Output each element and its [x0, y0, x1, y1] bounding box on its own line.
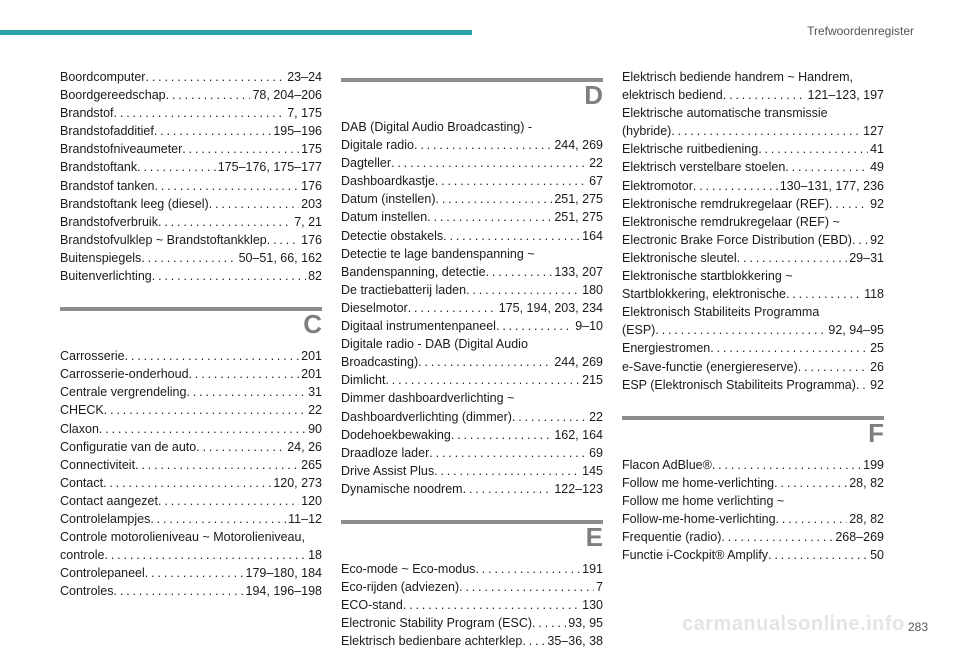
index-page-ref: 23–24: [287, 70, 322, 84]
index-page-ref: 175, 194, 203, 234: [498, 300, 603, 315]
index-page-ref: 82: [308, 269, 322, 284]
index-entry: [622, 249, 884, 267]
index-entry: [622, 231, 884, 249]
dot-leader: [141, 249, 236, 267]
index-term: Boordcomputer: [60, 70, 146, 84]
index-page-ref: 133, 207: [554, 264, 603, 279]
index-term: elektrisch bediend: [622, 88, 723, 103]
index-page-ref: 179–180, 184: [245, 566, 322, 581]
index-page-ref: 118: [864, 287, 884, 302]
index-entry: [341, 281, 603, 299]
index-entry: [622, 528, 884, 546]
index-term: Brandstoftank: [60, 160, 138, 175]
dot-leader: [710, 339, 868, 357]
dot-leader: [152, 267, 306, 285]
index-term: Contact aangezet: [60, 493, 158, 508]
index-term: Energiestromen: [622, 341, 711, 356]
index-entry: [60, 231, 322, 249]
index-entry: [60, 492, 322, 510]
index-page-ref: 180: [582, 282, 603, 297]
index-page-ref: 92: [870, 232, 884, 247]
index-page-ref: 18: [308, 548, 322, 563]
index-entry: [622, 177, 884, 195]
dot-leader: [671, 122, 861, 140]
index-page-ref: 244, 269: [554, 355, 603, 370]
index-page-ref: 120: [301, 493, 322, 508]
dot-leader: [158, 213, 292, 231]
section-divider: [341, 68, 603, 112]
page-number: 283: [907, 620, 928, 634]
index-entry: [60, 267, 322, 285]
index-entry: [622, 510, 884, 528]
index-page-ref: 120, 273: [273, 475, 322, 490]
index-entry: [341, 353, 603, 371]
dot-leader: [104, 546, 306, 564]
index-term: Flacon AdBlue®: [622, 457, 712, 472]
index-entry-continued: Digitale radio - DAB (Digital Audio: [341, 337, 528, 352]
index-term: Drive Assist Plus: [341, 463, 435, 478]
index-term: Electronic Stability Program (ESC): [341, 616, 533, 631]
index-term: Buitenspiegels: [60, 250, 142, 265]
dot-leader: [125, 347, 300, 365]
index-entry: [60, 510, 322, 528]
dot-leader: [267, 231, 299, 249]
index-term: Eco-rijden (adviezen): [341, 580, 460, 595]
index-page-ref: 176: [301, 232, 322, 247]
index-entry: [341, 208, 603, 226]
index-page-ref: 41: [870, 142, 884, 157]
index-entry: [60, 213, 322, 231]
section-divider: [622, 406, 884, 450]
dot-leader: [466, 281, 580, 299]
dot-leader: [798, 358, 868, 376]
index-page-ref: 121–123, 197: [807, 88, 884, 103]
index-page-ref: 130–131, 177, 236: [779, 178, 884, 193]
index-term: Elektronische sleutel: [622, 250, 737, 265]
index-page-ref: 251, 275: [554, 192, 603, 207]
dot-leader: [768, 546, 868, 564]
index-entry: [60, 474, 322, 492]
section-divider: [60, 297, 322, 341]
index-entry: [622, 358, 884, 376]
index-page-ref: 199: [863, 457, 884, 472]
index-page-ref: 92: [870, 377, 884, 392]
index-page-ref: 191: [582, 561, 603, 576]
index-entry: [60, 564, 322, 582]
dot-leader: [166, 86, 251, 104]
index-entry: [341, 426, 603, 444]
index-term: Contact: [60, 475, 104, 490]
index-term: (hybride): [622, 124, 672, 139]
index-entry: [60, 546, 322, 564]
index-term: Bandenspanning, detectie: [341, 264, 486, 279]
dot-leader: [189, 365, 300, 383]
index-page-ref: 265: [301, 457, 322, 472]
dot-leader: [403, 596, 580, 614]
index-term: controle: [60, 548, 105, 563]
index-term: ESP (Elektronisch Stabiliteits Programma): [622, 377, 856, 392]
index-term: Follow me home-verlichting: [622, 475, 775, 490]
index-page-ref: 22: [589, 156, 603, 171]
section-rule: [341, 520, 603, 524]
index-entry: [60, 401, 322, 419]
index-term: Dashboardkastje: [341, 174, 435, 189]
dot-leader: [463, 480, 553, 498]
dot-leader: [196, 438, 285, 456]
index-entry: [60, 86, 322, 104]
index-entry: [60, 383, 322, 401]
dot-leader: [158, 492, 299, 510]
index-entry: [341, 227, 603, 245]
index-entry-continued: Elektrisch bediende handrem ~ Handrem,: [622, 70, 854, 84]
dot-leader: [391, 154, 587, 172]
index-entry-continued: Elektronische remdrukregelaar (REF) ~: [622, 214, 840, 229]
index-entry: [341, 596, 603, 614]
dot-leader: [209, 195, 299, 213]
index-page-ref: 50: [870, 548, 884, 563]
index-entry: [341, 408, 603, 426]
index-term: Brandstofniveaumeter: [60, 142, 183, 157]
index-page-ref: 7, 175: [287, 106, 322, 121]
dot-leader: [451, 426, 553, 444]
index-column-1: [60, 68, 322, 600]
index-term: Dimlicht: [341, 373, 386, 388]
index-page-ref: 93, 95: [568, 616, 603, 631]
index-entry: [341, 190, 603, 208]
index-entry: [60, 158, 322, 176]
index-entry: [341, 371, 603, 389]
index-entry-continued: Controle motorolieniveau ~ Motorolieniveau,: [60, 530, 305, 545]
dot-leader: [429, 444, 587, 462]
index-term: Controlepaneel: [60, 566, 145, 581]
index-entry: [622, 339, 884, 357]
index-term: ECO-stand: [341, 598, 403, 613]
index-page-ref: 203: [301, 196, 322, 211]
index-page-ref: 130: [582, 598, 603, 613]
index-entry: [60, 122, 322, 140]
section-letter: E: [585, 521, 603, 552]
dot-leader: [414, 136, 552, 154]
index-entry: [622, 376, 884, 394]
index-term: Brandstof: [60, 106, 114, 121]
index-term: De tractiebatterij laden: [341, 282, 467, 297]
index-page-ref: 9–10: [575, 319, 603, 334]
dot-leader: [721, 528, 833, 546]
index-term: Elektrische ruitbediening: [622, 142, 759, 157]
index-page-ref: 22: [308, 403, 322, 418]
section-letter: F: [868, 417, 884, 448]
index-term: Draadloze lader: [341, 445, 430, 460]
dot-leader: [145, 68, 285, 86]
index-page-ref: 11–12: [288, 511, 322, 526]
dot-leader: [418, 353, 552, 371]
section-letter: D: [584, 80, 603, 110]
index-entry: [341, 263, 603, 281]
index-entry: [341, 317, 603, 335]
index-term: Electronic Brake Force Distribution (EBD): [622, 232, 852, 247]
index-page-ref: 49: [870, 160, 884, 175]
section-rule: [622, 416, 884, 420]
index-entry: [341, 614, 603, 632]
index-page-ref: 90: [308, 421, 322, 436]
section-rule: [60, 307, 322, 311]
index-entry: [60, 420, 322, 438]
index-term: Brandstoftank leeg (diesel): [60, 196, 209, 211]
index-term: Digitale radio: [341, 138, 414, 153]
dot-leader: [655, 321, 826, 339]
index-page-ref: 175–176, 175–177: [217, 160, 322, 175]
dot-leader: [155, 177, 300, 195]
index-term: Detectie obstakels: [341, 228, 444, 243]
page-header-title: Trefwoordenregister: [807, 24, 914, 38]
index-term: Datum (instellen): [341, 192, 436, 207]
dot-leader: [385, 371, 580, 389]
dot-leader: [135, 456, 299, 474]
dot-leader: [434, 462, 580, 480]
index-entry: [622, 158, 884, 176]
dot-leader: [408, 299, 497, 317]
index-page-ref: 26: [870, 359, 884, 374]
index-term: Dieselmotor: [341, 300, 408, 315]
dot-leader: [182, 140, 299, 158]
index-column-3: [622, 68, 884, 564]
dot-leader: [693, 177, 778, 195]
dot-leader: [856, 376, 868, 394]
index-term: Dashboardverlichting (dimmer): [341, 409, 512, 424]
index-page-ref: 31: [308, 385, 322, 400]
dot-leader: [145, 564, 244, 582]
index-term: Brandstof tanken: [60, 178, 155, 193]
index-entry: [60, 177, 322, 195]
index-page-ref: 162, 164: [554, 427, 603, 442]
index-page-ref: 164: [582, 228, 603, 243]
index-page-ref: 69: [589, 445, 603, 460]
index-term: Dynamische noodrem: [341, 481, 463, 496]
index-entry: [622, 285, 884, 303]
index-page-ref: 78, 204–206: [252, 88, 322, 103]
index-term: Carrosserie-onderhoud: [60, 367, 189, 382]
index-entry-continued: Elektronische startblokkering ~: [622, 269, 793, 284]
index-page-ref: 50–51, 66, 162: [238, 250, 322, 265]
dot-leader: [475, 560, 580, 578]
index-page-ref: 25: [870, 341, 884, 356]
index-term: Brandstofadditief: [60, 124, 154, 139]
index-entry: [622, 456, 884, 474]
index-term: Boordgereedschap: [60, 88, 166, 103]
dot-leader: [852, 231, 868, 249]
index-entry: [60, 347, 322, 365]
index-page-ref: 194, 196–198: [245, 584, 322, 599]
index-term: Elektronische remdrukregelaar (REF): [622, 196, 830, 211]
index-page-ref: 195–196: [273, 124, 322, 139]
index-page-ref: 215: [582, 373, 603, 388]
index-term: Buitenverlichting: [60, 269, 152, 284]
header-accent-bar: [0, 30, 472, 35]
index-page-ref: 92: [870, 196, 884, 211]
index-term: Follow-me-home-verlichting: [622, 511, 776, 526]
index-term: Elektromotor: [622, 178, 693, 193]
index-entry: [341, 480, 603, 498]
index-term: Functie i-Cockpit® Amplify: [622, 548, 769, 563]
index-entry: [622, 546, 884, 564]
index-entry: [341, 462, 603, 480]
index-entry: [341, 560, 603, 578]
index-term: Dagteller: [341, 156, 392, 171]
index-term: CHECK: [60, 403, 104, 418]
index-term: Controlelampjes: [60, 511, 151, 526]
index-term: Frequentie (radio): [622, 530, 722, 545]
index-entry-continued: DAB (Digital Audio Broadcasting) -: [341, 120, 533, 134]
index-entry: [60, 438, 322, 456]
index-entry-continued: Elektrische automatische transmissie: [622, 106, 828, 121]
dot-leader: [137, 158, 216, 176]
dot-leader: [758, 140, 868, 158]
index-term: Brandstofverbruik: [60, 214, 158, 229]
index-entry: [341, 578, 603, 596]
index-entry: [341, 299, 603, 317]
index-entry: [60, 365, 322, 383]
index-entry: [341, 444, 603, 462]
dot-leader: [186, 383, 306, 401]
index-term: Broadcasting): [341, 355, 419, 370]
index-term: Connectiviteit: [60, 457, 136, 472]
dot-leader: [829, 195, 868, 213]
index-term: Configuratie van de auto: [60, 439, 197, 454]
dot-leader: [522, 632, 545, 650]
index-term: Centrale vergrendeling: [60, 385, 187, 400]
index-page-ref: 145: [582, 463, 603, 478]
index-page-ref: 24, 26: [287, 439, 322, 454]
index-page-ref: 7: [596, 580, 603, 595]
index-entry: [60, 68, 322, 86]
index-entry-continued: Follow me home verlichting ~: [622, 493, 785, 508]
dot-leader: [114, 582, 244, 600]
dot-leader: [103, 474, 271, 492]
index-entry: [341, 136, 603, 154]
index-entry: [60, 249, 322, 267]
index-term: Elektrisch verstelbare stoelen: [622, 160, 786, 175]
dot-leader: [486, 263, 553, 281]
index-term: Eco-mode ~ Eco-modus: [341, 561, 476, 576]
index-entry-continued: Elektronisch Stabiliteits Programma: [622, 305, 820, 320]
dot-leader: [435, 190, 552, 208]
index-term: Digitaal instrumentenpaneel: [341, 319, 496, 334]
index-entry: [60, 582, 322, 600]
index-entry: [622, 195, 884, 213]
section-letter: C: [303, 309, 322, 340]
index-entry-continued: Detectie te lage bandenspanning ~: [341, 246, 535, 261]
index-entry: [60, 104, 322, 122]
index-page-ref: 35–36, 38: [547, 634, 603, 649]
index-entry: [622, 321, 884, 339]
index-page-ref: 244, 269: [554, 138, 603, 153]
dot-leader: [443, 227, 580, 245]
dot-leader: [786, 285, 862, 303]
index-page-ref: 251, 275: [554, 210, 603, 225]
index-term: Brandstofvulklep ~ Brandstoftankklep: [60, 232, 267, 247]
dot-leader: [712, 456, 861, 474]
index-page-ref: 268–269: [835, 530, 884, 545]
section-divider: [341, 510, 603, 554]
index-page-ref: 176: [301, 178, 322, 193]
index-entry: [341, 172, 603, 190]
index-entry: [341, 632, 603, 650]
index-term: Claxon: [60, 421, 99, 436]
index-entry: [622, 140, 884, 158]
index-page-ref: 92, 94–95: [828, 323, 884, 338]
index-page-ref: 201: [301, 367, 322, 382]
index-entry: [622, 122, 884, 140]
dot-leader: [737, 249, 848, 267]
dot-leader: [104, 401, 306, 419]
index-term: Datum instellen: [341, 210, 428, 225]
index-term: Dodehoekbewaking: [341, 427, 451, 442]
index-entry: [60, 140, 322, 158]
index-column-2: [341, 68, 603, 650]
dot-leader: [774, 474, 847, 492]
dot-leader: [723, 86, 806, 104]
dot-leader: [785, 158, 868, 176]
dot-leader: [114, 104, 286, 122]
index-page-ref: 127: [863, 124, 884, 139]
dot-leader: [154, 122, 272, 140]
dot-leader: [435, 172, 587, 190]
index-entry: [341, 154, 603, 172]
index-page-ref: 67: [589, 174, 603, 189]
index-entry-continued: Dimmer dashboardverlichting ~: [341, 391, 515, 406]
dot-leader: [459, 578, 594, 596]
dot-leader: [532, 614, 566, 632]
section-rule: [341, 78, 603, 82]
dot-leader: [99, 420, 306, 438]
index-term: Startblokkering, elektronische: [622, 287, 786, 302]
watermark: carmanualsonline.info: [682, 613, 905, 635]
index-page-ref: 175: [301, 142, 322, 157]
index-entry: [622, 474, 884, 492]
index-term: (ESP): [622, 323, 656, 338]
index-page-ref: 201: [301, 349, 322, 364]
dot-leader: [776, 510, 848, 528]
index-page-ref: 29–31: [849, 250, 884, 265]
index-term: Carrosserie: [60, 349, 125, 364]
index-term: Elektrisch bedienbare achterklep: [341, 634, 523, 649]
dot-leader: [150, 510, 286, 528]
index-entry: [622, 86, 884, 104]
index-page-ref: 22: [589, 409, 603, 424]
index-page-ref: 122–123: [554, 481, 603, 496]
index-term: Controles: [60, 584, 114, 599]
index-entry: [60, 456, 322, 474]
index-page-ref: 28, 82: [849, 475, 884, 490]
dot-leader: [496, 317, 573, 335]
index-term: e-Save-functie (energiereserve): [622, 359, 798, 374]
dot-leader: [512, 408, 587, 426]
index-page-ref: 28, 82: [849, 511, 884, 526]
index-page-ref: 7, 21: [294, 214, 322, 229]
index-entry: [60, 195, 322, 213]
dot-leader: [427, 208, 552, 226]
